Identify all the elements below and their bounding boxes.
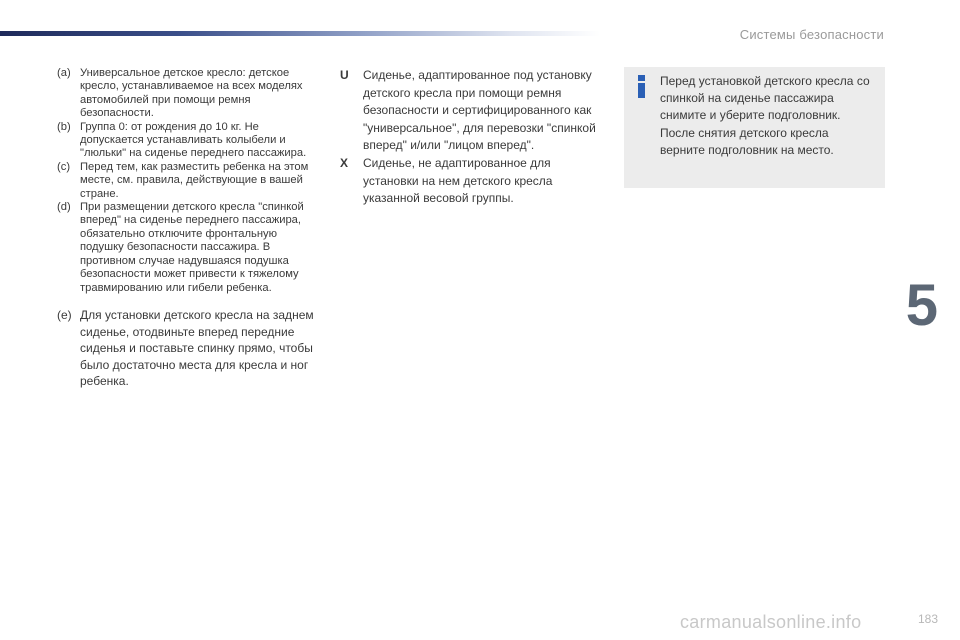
note-key: (a) — [57, 67, 71, 79]
legend-column — [340, 67, 608, 208]
section-title: Системы безопасности — [739, 27, 884, 42]
notes-column — [57, 67, 319, 390]
chapter-number: 5 — [905, 273, 938, 338]
note-text: Перед тем, как разместить ребенка на этом месте, см. правила, действующие в вашей стране. — [80, 160, 309, 200]
info-box — [624, 67, 885, 188]
legend-item-u — [340, 67, 608, 155]
note-d — [57, 201, 319, 295]
info-text: Перед установкой детского кресла со спинкой на сиденье пассажира снимите и уберите подголовник. После снятия детского кресла верните подголовник на место. — [660, 74, 870, 157]
legend-text: Сиденье, адаптированное под установку детского кресла при помощи ремня безопасности и сертифицированного как "универсальное", для перевозки "спинкой вперед" и/или "лицом вперед". — [363, 68, 596, 153]
legend-item-x — [340, 155, 608, 208]
note-c — [57, 161, 319, 201]
note-key: (d) — [57, 201, 71, 214]
note-key: (e) — [57, 307, 72, 322]
note-b — [57, 121, 319, 161]
note-e — [57, 307, 319, 390]
note-text: Группа 0: от рождения до 10 кг. Не допускается устанавливать колыбели и "люльки" на сиденье переднего пассажира. — [80, 120, 307, 160]
note-key: (b) — [57, 120, 71, 133]
note-text: При размещении детского кресла "спинкой вперед" на сиденье переднего пассажира, обязательно отключите фронтальную подушку безопасности пассажира. В противном случае надувшаяся подушка безопасности может привести к тяжелому травмированию или гибели ребенка. — [80, 201, 304, 294]
note-text: Универсальное детское кресло: детское кресло, устанавливаемое на всех моделях автомобилей при помощи ремня безопасности. — [80, 67, 303, 120]
legend-symbol: X — [340, 155, 349, 170]
watermark: carmanualsonline.info — [680, 612, 862, 632]
header-gradient-bar — [0, 31, 600, 36]
note-key: (c) — [57, 160, 71, 173]
note-a — [57, 67, 319, 121]
note-text: Для установки детского кресла на заднем сиденье, отодвиньте вперед передние сиденья и поставьте спинку прямо, чтобы было достаточно места для кресла и ног ребенка. — [80, 307, 314, 389]
info-icon — [637, 75, 646, 97]
legend-text: Сиденье, не адаптированное для установки на нем детского кресла указанной весовой группы. — [363, 155, 553, 206]
page-number: 183 — [917, 612, 938, 626]
legend-symbol: U — [340, 68, 349, 82]
